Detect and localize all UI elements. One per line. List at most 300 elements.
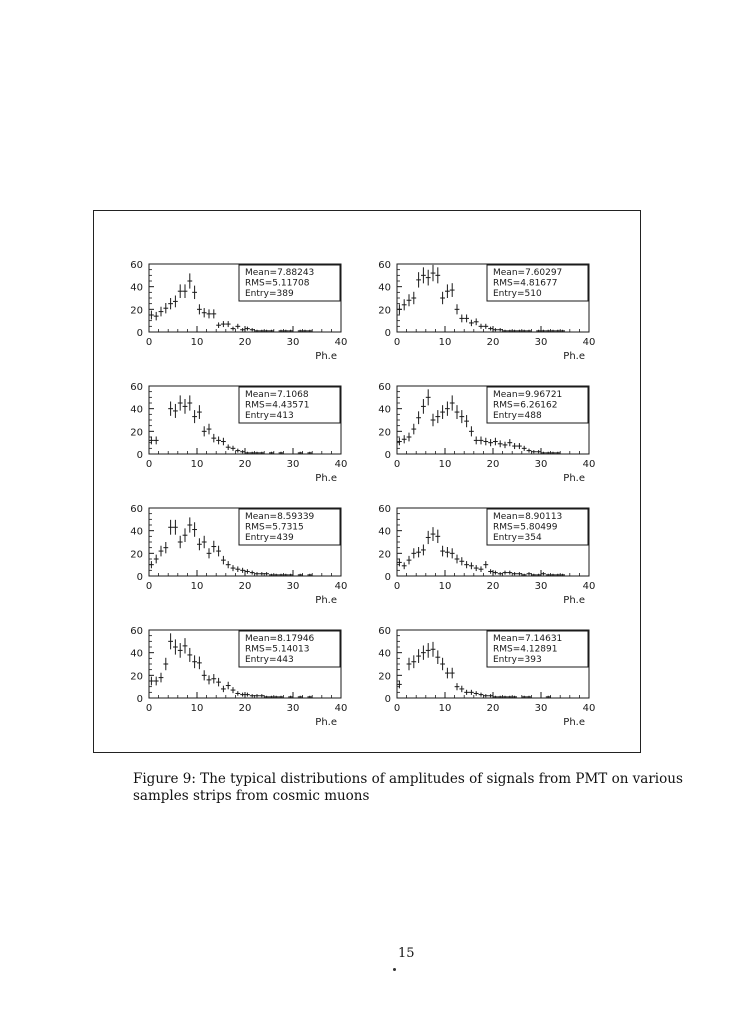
data-point [216, 546, 221, 557]
data-point [426, 270, 431, 286]
x-axis-label: Ph.e [563, 351, 585, 362]
data-point [154, 436, 159, 444]
y-tick-label: 0 [384, 450, 391, 461]
data-point [507, 439, 512, 446]
data-point [498, 572, 503, 575]
data-point [168, 520, 173, 535]
data-point [498, 328, 503, 331]
x-tick-label: 10 [438, 703, 452, 714]
data-point [416, 547, 421, 557]
x-tick-label: 40 [582, 459, 596, 470]
data-point [407, 294, 412, 306]
data-point [187, 648, 192, 662]
data-point [231, 446, 236, 451]
data-point [197, 538, 202, 550]
data-point [469, 426, 474, 436]
data-point [216, 436, 221, 444]
x-axis-label: Ph.e [563, 717, 585, 728]
data-point [264, 572, 269, 575]
y-tick-label: 0 [136, 572, 143, 583]
data-point [483, 438, 488, 446]
x-tick-label: 30 [534, 459, 548, 470]
data-point [411, 655, 416, 668]
stats-text: Entry=393 [493, 655, 542, 665]
data-point [202, 426, 207, 436]
data-point [168, 633, 173, 649]
data-point [226, 321, 231, 327]
data-point [211, 674, 216, 683]
data-point [235, 691, 240, 696]
stats-text: RMS=4.43571 [245, 400, 310, 411]
data-point [211, 309, 216, 318]
data-point [421, 267, 426, 283]
x-tick-label: 30 [286, 459, 300, 470]
y-tick-label: 0 [136, 328, 143, 339]
histogram-panel [130, 260, 347, 362]
x-tick-label: 0 [145, 459, 153, 470]
data-point [250, 694, 255, 697]
data-point [488, 327, 493, 331]
data-point [464, 314, 469, 322]
data-point [178, 395, 183, 410]
data-point [503, 442, 508, 448]
data-point [240, 450, 245, 453]
data-point [479, 324, 484, 329]
data-point [149, 677, 154, 686]
data-point [226, 682, 231, 690]
data-point [522, 446, 527, 451]
data-point [479, 436, 484, 444]
y-tick-label: 40 [130, 282, 143, 294]
data-point [411, 292, 416, 304]
data-point [493, 438, 498, 446]
data-point [450, 548, 455, 558]
data-point [493, 328, 498, 331]
stats-text: Entry=510 [493, 289, 542, 299]
data-point [159, 307, 164, 317]
data-point [202, 536, 207, 548]
data-point [455, 304, 460, 314]
x-tick-label: 40 [334, 581, 348, 592]
data-point [445, 547, 450, 557]
data-point [435, 267, 440, 283]
data-point [255, 572, 260, 575]
data-point [192, 655, 197, 668]
x-tick-label: 10 [190, 581, 204, 592]
y-tick-label: 60 [130, 260, 143, 271]
data-point [435, 530, 440, 543]
y-tick-label: 20 [130, 427, 143, 439]
data-point [483, 561, 488, 568]
data-point [235, 324, 240, 329]
data-point [159, 546, 164, 557]
y-tick-label: 40 [130, 404, 143, 416]
data-point [445, 668, 450, 679]
data-point [245, 693, 250, 697]
y-tick-label: 60 [378, 626, 391, 637]
data-point [440, 546, 445, 557]
data-point [197, 304, 202, 314]
x-tick-label: 20 [486, 581, 500, 592]
data-point [483, 694, 488, 697]
y-tick-label: 0 [384, 694, 391, 705]
x-tick-label: 0 [145, 703, 153, 714]
data-point [178, 284, 183, 298]
data-point [183, 284, 188, 298]
x-tick-label: 40 [334, 703, 348, 714]
y-tick-label: 0 [136, 450, 143, 461]
page-mark [393, 968, 396, 971]
stats-text: Mean=7.60297 [493, 268, 563, 278]
x-tick-label: 30 [534, 581, 548, 592]
x-tick-label: 30 [286, 703, 300, 714]
data-point [431, 642, 436, 657]
stats-text: Entry=389 [245, 289, 294, 299]
y-tick-label: 20 [130, 671, 143, 683]
y-tick-label: 40 [130, 526, 143, 538]
data-point [469, 562, 474, 569]
data-point [216, 322, 221, 328]
data-point [183, 638, 188, 653]
stats-text: RMS=5.7315 [245, 522, 304, 533]
data-point [498, 440, 503, 447]
y-tick-label: 60 [378, 260, 391, 271]
y-tick-label: 40 [378, 404, 391, 416]
data-point [207, 675, 212, 684]
data-point [512, 572, 517, 575]
data-point [483, 324, 488, 329]
data-point [149, 311, 154, 320]
y-tick-label: 40 [378, 526, 391, 538]
stats-text: Entry=443 [245, 655, 294, 665]
data-point [221, 438, 226, 446]
data-point [426, 531, 431, 544]
data-point [421, 544, 426, 555]
data-point [459, 410, 464, 423]
data-point [259, 694, 264, 697]
data-point [488, 694, 493, 697]
x-tick-label: 30 [286, 337, 300, 348]
data-point [221, 686, 226, 692]
page-number: 15 [398, 946, 415, 961]
data-point [517, 443, 522, 449]
x-tick-label: 20 [238, 581, 252, 592]
data-point [207, 548, 212, 558]
data-point [240, 568, 245, 573]
x-tick-label: 40 [334, 459, 348, 470]
data-point [221, 321, 226, 327]
data-point [173, 639, 178, 654]
stats-text: Mean=9.96721 [493, 390, 563, 400]
data-point [154, 555, 159, 564]
x-tick-label: 10 [190, 459, 204, 470]
data-point [216, 678, 221, 686]
data-point [503, 571, 508, 575]
data-point [163, 542, 168, 553]
stats-text: Entry=488 [493, 411, 542, 421]
y-tick-label: 40 [378, 282, 391, 294]
data-point [416, 411, 421, 424]
data-point [459, 557, 464, 565]
data-point [192, 286, 197, 299]
data-point [245, 569, 250, 574]
data-point [445, 284, 450, 298]
y-tick-label: 20 [378, 549, 391, 561]
x-tick-label: 40 [582, 337, 596, 348]
stats-text: RMS=4.81677 [493, 278, 558, 289]
data-point [231, 327, 236, 331]
data-point [197, 657, 202, 670]
data-point [149, 436, 154, 444]
data-point [163, 303, 168, 313]
y-tick-label: 20 [378, 305, 391, 317]
data-point [411, 548, 416, 558]
y-tick-label: 60 [130, 504, 143, 515]
data-point [440, 405, 445, 419]
data-point [397, 558, 402, 566]
data-point [440, 658, 445, 670]
stats-text: Mean=8.17946 [245, 634, 315, 644]
histogram-panel [130, 626, 347, 728]
x-axis-label: Ph.e [563, 595, 585, 606]
data-point [187, 517, 192, 532]
data-point [488, 569, 493, 574]
data-point [455, 555, 460, 564]
data-point [173, 520, 178, 535]
y-tick-label: 0 [384, 328, 391, 339]
data-point [397, 304, 402, 314]
data-point [450, 395, 455, 410]
data-point [226, 561, 231, 568]
data-point [197, 405, 202, 419]
data-point [211, 434, 216, 442]
data-point [474, 691, 479, 696]
x-axis-label: Ph.e [315, 473, 337, 484]
x-tick-label: 0 [393, 581, 401, 592]
x-tick-label: 10 [438, 337, 452, 348]
data-point [411, 424, 416, 435]
data-point [168, 298, 173, 309]
data-point [173, 296, 178, 308]
y-tick-label: 60 [130, 626, 143, 637]
stats-text: Mean=8.59339 [245, 512, 315, 522]
data-point [416, 649, 421, 663]
y-tick-label: 20 [130, 549, 143, 561]
data-point [259, 572, 264, 575]
y-tick-label: 0 [136, 694, 143, 705]
y-tick-label: 20 [130, 305, 143, 317]
x-tick-label: 10 [438, 581, 452, 592]
x-tick-label: 10 [438, 459, 452, 470]
data-point [464, 690, 469, 695]
data-point [192, 410, 197, 423]
x-tick-label: 30 [286, 581, 300, 592]
x-axis-label: Ph.e [563, 473, 585, 484]
data-point [245, 327, 250, 331]
data-point [416, 272, 421, 287]
x-tick-label: 40 [334, 337, 348, 348]
x-axis-label: Ph.e [315, 595, 337, 606]
data-point [541, 572, 546, 575]
x-tick-label: 20 [486, 459, 500, 470]
data-point [231, 687, 236, 693]
data-point [474, 436, 479, 444]
data-point [440, 292, 445, 304]
data-point [221, 556, 226, 564]
x-tick-label: 0 [393, 703, 401, 714]
data-point [235, 566, 240, 572]
y-tick-label: 20 [378, 671, 391, 683]
data-point [507, 571, 512, 575]
data-point [512, 443, 517, 449]
histogram-panel [130, 504, 347, 606]
x-tick-label: 0 [145, 581, 153, 592]
y-tick-label: 60 [378, 504, 391, 515]
y-tick-label: 0 [384, 572, 391, 583]
x-tick-label: 30 [534, 703, 548, 714]
y-tick-label: 40 [130, 648, 143, 660]
data-point [527, 572, 532, 575]
data-point [168, 401, 173, 415]
data-point [474, 318, 479, 325]
data-point [455, 683, 460, 690]
data-point [450, 668, 455, 679]
data-point [187, 273, 192, 288]
data-point [154, 677, 159, 686]
data-point [464, 415, 469, 427]
data-point [459, 314, 464, 322]
data-point [407, 658, 412, 670]
data-point [163, 658, 168, 670]
data-point [517, 572, 522, 575]
data-point [493, 571, 498, 575]
x-tick-label: 10 [190, 703, 204, 714]
data-point [402, 562, 407, 569]
x-tick-label: 0 [393, 459, 401, 470]
x-tick-label: 20 [238, 459, 252, 470]
x-tick-label: 20 [238, 337, 252, 348]
stats-text: Mean=8.90113 [493, 512, 563, 522]
stats-text: RMS=6.26162 [493, 400, 558, 411]
stats-text: RMS=5.80499 [493, 522, 558, 533]
data-point [402, 299, 407, 310]
figure-caption: Figure 9: The typical distributions of amplitudes of signals from PMT on various samples strips from cosmic muons [133, 771, 683, 804]
histogram-panel [378, 382, 595, 484]
data-point [231, 565, 236, 571]
data-point [149, 561, 154, 568]
x-axis-label: Ph.e [315, 351, 337, 362]
data-point [450, 283, 455, 297]
data-point [202, 670, 207, 680]
data-point [226, 444, 231, 450]
data-point [431, 265, 436, 281]
x-axis-label: Ph.e [315, 717, 337, 728]
y-tick-label: 40 [378, 648, 391, 660]
x-tick-label: 0 [393, 337, 401, 348]
data-point [173, 404, 178, 418]
stats-text: RMS=5.11708 [245, 278, 310, 289]
data-point [250, 571, 255, 575]
data-point [207, 309, 212, 318]
data-point [178, 536, 183, 548]
stats-text: RMS=5.14013 [245, 644, 310, 655]
stats-text: Entry=439 [245, 533, 294, 543]
data-point [455, 405, 460, 419]
x-tick-label: 40 [582, 581, 596, 592]
histogram-panel [130, 382, 347, 484]
data-point [474, 565, 479, 571]
data-point [527, 449, 532, 453]
y-tick-label: 20 [378, 427, 391, 439]
data-point [235, 449, 240, 453]
stats-text: Mean=7.88243 [245, 268, 315, 278]
data-point [192, 522, 197, 537]
x-tick-label: 20 [238, 703, 252, 714]
data-point [202, 308, 207, 317]
data-point [207, 424, 212, 435]
data-point [435, 650, 440, 664]
data-point [479, 566, 484, 572]
x-tick-label: 20 [486, 337, 500, 348]
data-point [397, 680, 402, 688]
data-point [407, 433, 412, 442]
data-point [431, 527, 436, 541]
data-point [407, 556, 412, 564]
data-point [426, 643, 431, 658]
stats-text: Entry=413 [245, 411, 294, 421]
data-point [421, 399, 426, 414]
x-tick-label: 40 [582, 703, 596, 714]
data-point [464, 561, 469, 568]
data-point [426, 389, 431, 405]
data-point [240, 328, 245, 331]
stats-text: Mean=7.14631 [493, 634, 563, 644]
data-point [469, 690, 474, 695]
data-point [187, 395, 192, 410]
data-point [250, 328, 255, 331]
data-point [445, 401, 450, 415]
data-point [255, 694, 260, 697]
histogram-panel [378, 260, 595, 362]
x-tick-label: 10 [190, 337, 204, 348]
data-point [178, 643, 183, 658]
data-point [536, 450, 541, 453]
data-point [479, 693, 484, 697]
stats-text: RMS=4.12891 [493, 644, 558, 655]
stats-text: Mean=7.1068 [245, 390, 309, 400]
data-point [488, 439, 493, 446]
data-point [435, 410, 440, 423]
data-point [469, 320, 474, 326]
histogram-panel [378, 504, 595, 606]
data-point [402, 435, 407, 443]
stats-text: Entry=354 [493, 533, 542, 543]
y-tick-label: 60 [130, 382, 143, 393]
data-point [431, 414, 436, 426]
data-point [531, 450, 536, 453]
data-point [211, 541, 216, 553]
data-point [397, 438, 402, 446]
data-point [183, 528, 188, 542]
data-point [421, 645, 426, 659]
histogram-panel [378, 626, 595, 728]
data-point [154, 312, 159, 320]
x-tick-label: 0 [145, 337, 153, 348]
x-tick-label: 20 [486, 703, 500, 714]
data-point [159, 673, 164, 683]
data-point [459, 686, 464, 692]
x-tick-label: 30 [534, 337, 548, 348]
